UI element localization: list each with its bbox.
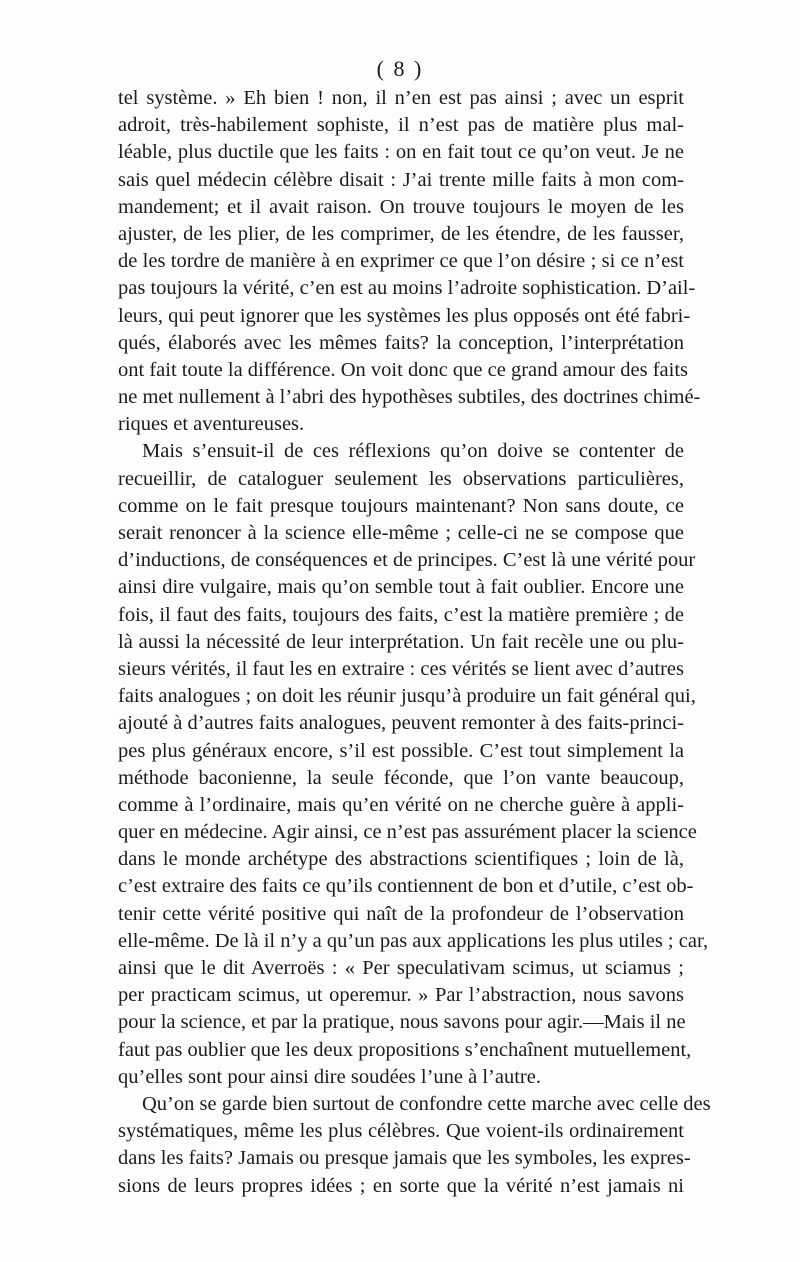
text-line: per practicam scimus, ut operemur. » Par l’abstraction, nous savons <box>118 984 684 1007</box>
text-line: comme on le fait presque toujours maintenant? Non sans doute, ce <box>118 494 684 517</box>
text-line: pour la science, et par la pratique, nous savons pour agir.—Mais il ne <box>118 1011 686 1034</box>
text-line: pas toujours la vérité, c’en est au moins l’adroite sophistication. D’ail- <box>118 277 696 300</box>
text-line: pes plus généraux encore, s’il est possible. C’est tout simplement la <box>118 739 684 762</box>
text-line: d’inductions, de conséquences et de principes. C’est là une vérité pour <box>118 549 696 572</box>
text-line: ont fait toute la différence. On voit donc que ce grand amour des faits <box>118 358 689 381</box>
text-line: qués, élaborés avec les mêmes faits? la conception, l’interprétation <box>118 331 684 354</box>
text-line: mandement; et il avait raison. On trouve toujours le moyen de les <box>118 195 684 218</box>
text-line: sais quel médecin célèbre disait : J’ai trente mille faits à mon com- <box>118 168 684 191</box>
text-line: recueillir, de cataloguer seulement les observations particulières, <box>118 467 684 490</box>
text-line: tel système. » Eh bien ! non, il n’en est pas ainsi ; avec un esprit <box>118 87 684 109</box>
text-line: ainsi dire vulgaire, mais qu’on semble tout à fait oublier. Encore une <box>118 576 684 599</box>
text-line: leurs, qui peut ignorer que les systèmes les plus opposés ont été fabri- <box>118 304 691 327</box>
text-line: serait renoncer à la science elle-même ; celle-ci ne se compose que <box>118 522 684 544</box>
paragraph-end-line: qu’elles sont pour ainsi dire soudées l’une à l’autre. <box>118 1065 541 1088</box>
paragraph-start-line: Mais s’ensuit-il de ces réflexions qu’on doive se contenter de <box>142 440 684 463</box>
text-line: dans le monde archétype des abstractions scientifiques ; loin de là, <box>118 848 684 871</box>
text-line: faits analogues ; on doit les réunir jusqu’à produire un fait général qui, <box>118 685 696 708</box>
text-line: ainsi que le dit Averroës : « Per speculativam scimus, ut sciamus ; <box>118 957 684 979</box>
text-line: elle-même. De là il n’y a qu’un pas aux applications les plus utiles ; car, <box>118 929 709 952</box>
page-number: ( 8 ) <box>376 56 424 81</box>
text-line: quer en médecine. Agir ainsi, ce n’est pas assurément placer la science <box>118 821 697 844</box>
text-line: méthode baconienne, la seule féconde, que l’on vante beaucoup, <box>118 766 684 789</box>
text-line: léable, plus ductile que les faits : on en fait tout ce qu’on veut. Je ne <box>118 141 684 164</box>
text-line: de les tordre de manière à en exprimer ce que l’on désire ; si ce n’est <box>118 250 684 273</box>
text-line: tenir cette vérité positive qui naît de la profondeur de l’observation <box>118 902 684 925</box>
text-line: sions de leurs propres idées ; en sorte que la vérité n’est jamais ni <box>118 1174 684 1197</box>
text-line: ne met nullement à l’abri des hypothèses subtiles, des doctrines chimé- <box>118 386 701 409</box>
paragraph-end-line: riques et aventureuses. <box>118 413 305 436</box>
text-line: là aussi la nécessité de leur interprétation. Un fait recèle une ou plu- <box>118 630 684 653</box>
text-line: sieurs vérités, il faut les en extraire : ces vérités se lient avec d’autres <box>118 657 684 680</box>
text-line: comme à l’ordinaire, mais qu’en vérité on ne cherche guère à appli- <box>118 793 684 816</box>
paragraph-start-line: Qu’on se garde bien surtout de confondre cette marche avec celle des <box>142 1092 711 1115</box>
text-line: faut pas oublier que les deux propositions s’enchaînent mutuellement, <box>118 1038 692 1061</box>
text-line: fois, il faut des faits, toujours des faits, c’est la matière première ; de <box>118 603 684 626</box>
text-line: ajuster, de les plier, de les comprimer, de les étendre, de les fausser, <box>118 222 684 245</box>
body-text <box>118 85 711 1200</box>
text-line: c’est extraire des faits ce qu’ils contiennent de bon et d’utile, c’est ob- <box>118 875 694 898</box>
text-line: adroit, très-habilement sophiste, il n’est pas de matière plus mal- <box>118 114 684 137</box>
text-line: ajouté à d’autres faits analogues, peuvent remonter à des faits-princi- <box>118 712 684 735</box>
text-line: systématiques, même les plus célèbres. Que voient-ils ordinairement <box>118 1120 684 1143</box>
text-line: dans les faits? Jamais ou presque jamais que les symboles, les expres- <box>118 1147 691 1170</box>
